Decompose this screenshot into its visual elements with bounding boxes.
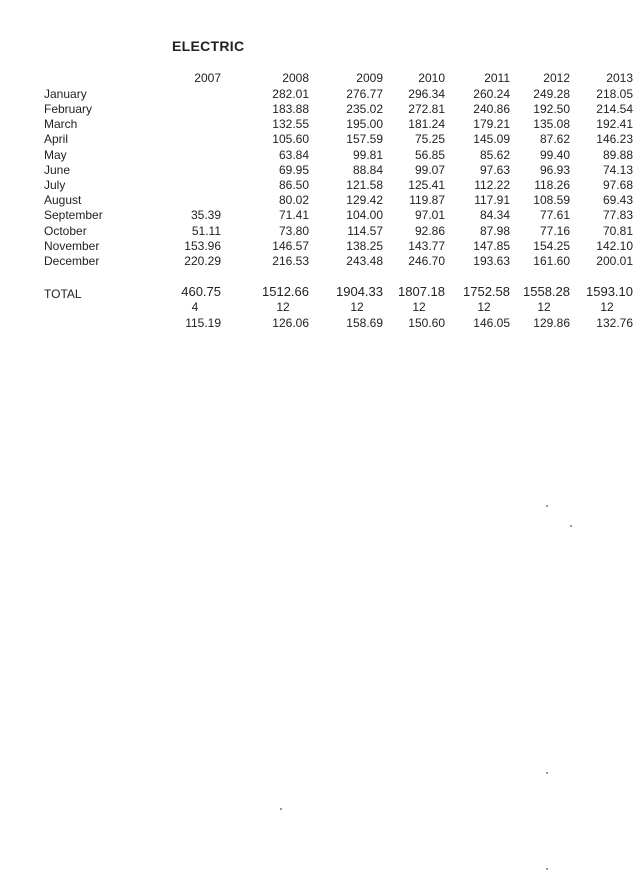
year-header-2013: 2013 [606, 71, 633, 85]
cell-2012-november: 154.25 [533, 239, 570, 253]
cell-2010-october: 92.86 [414, 224, 445, 238]
cell-2012-june: 96.93 [539, 163, 570, 177]
cell-2009-august: 129.42 [346, 193, 383, 207]
total-2013: 1593.10 [586, 284, 633, 299]
year-header-2007: 2007 [194, 71, 221, 85]
cell-2008-december: 216.53 [272, 254, 309, 268]
cell-2011-december: 193.63 [473, 254, 510, 268]
cell-2010-august: 119.87 [409, 193, 445, 207]
cell-2009-january: 276.77 [346, 87, 383, 101]
cell-2012-may: 99.40 [539, 148, 570, 162]
cell-2008-october: 73.80 [278, 224, 309, 238]
cell-2010-september: 97.01 [414, 208, 445, 222]
cell-2013-july: 97.68 [602, 178, 633, 192]
average-2013: 132.76 [596, 316, 633, 330]
cell-2009-april: 157.59 [346, 132, 383, 146]
average-2009: 158.69 [346, 316, 383, 330]
cell-2010-april: 75.25 [414, 132, 445, 146]
total-2009: 1904.33 [336, 284, 383, 299]
scan-speck [570, 525, 572, 527]
month-label-july: July [44, 178, 66, 192]
page-title: ELECTRIC [172, 38, 245, 54]
cell-2013-november: 142.10 [596, 239, 633, 253]
cell-2007-december: 220.29 [184, 254, 221, 268]
cell-2008-november: 146.57 [272, 239, 309, 253]
cell-2012-april: 87.62 [539, 132, 570, 146]
scan-speck [546, 772, 548, 774]
month-label-september: September [44, 208, 103, 222]
cell-2009-november: 138.25 [346, 239, 383, 253]
cell-2008-february: 183.88 [272, 102, 309, 116]
cell-2013-march: 192.41 [596, 117, 633, 131]
month-label-august: August [44, 193, 82, 207]
cell-2007-september: 35.39 [190, 208, 221, 222]
cell-2010-february: 272.81 [408, 102, 445, 116]
total-2011: 1752.58 [463, 284, 510, 299]
cell-2012-december: 161.60 [533, 254, 570, 268]
cell-2010-november: 143.77 [408, 239, 445, 253]
month-count-2008: 12 [276, 300, 290, 314]
cell-2008-june: 69.95 [278, 163, 309, 177]
cell-2010-june: 99.07 [414, 163, 445, 177]
cell-2010-july: 125.41 [408, 178, 445, 192]
total-2012: 1558.28 [523, 284, 570, 299]
month-count-2013: 12 [600, 300, 614, 314]
cell-2011-february: 240.86 [473, 102, 510, 116]
cell-2013-june: 74.13 [602, 163, 633, 177]
year-header-2011: 2011 [484, 71, 510, 85]
month-label-april: April [44, 132, 69, 146]
average-2008: 126.06 [272, 316, 309, 330]
cell-2013-december: 200.01 [596, 254, 633, 268]
month-label-may: May [44, 148, 67, 162]
cell-2012-february: 192.50 [533, 102, 570, 116]
cell-2009-may: 99.81 [352, 148, 383, 162]
cell-2008-may: 63.84 [278, 148, 309, 162]
cell-2010-january: 296.34 [408, 87, 445, 101]
month-label-june: June [44, 163, 71, 177]
month-label-october: October [44, 224, 87, 238]
scan-speck [546, 505, 548, 507]
cell-2013-february: 214.54 [596, 102, 633, 116]
month-label-january: January [44, 87, 87, 101]
cell-2008-january: 282.01 [272, 87, 309, 101]
cell-2013-october: 70.81 [602, 224, 633, 238]
cell-2011-september: 84.34 [479, 208, 510, 222]
scan-speck [546, 868, 548, 870]
cell-2011-january: 260.24 [473, 87, 510, 101]
cell-2013-september: 77.83 [602, 208, 633, 222]
cell-2008-march: 132.55 [272, 117, 309, 131]
month-label-december: December [44, 254, 100, 268]
month-count-2010: 12 [412, 300, 426, 314]
total-label: TOTAL [44, 287, 82, 301]
cell-2009-december: 243.48 [346, 254, 383, 268]
cell-2009-february: 235.02 [346, 102, 383, 116]
cell-2012-september: 77.61 [539, 208, 570, 222]
total-2008: 1512.66 [262, 284, 309, 299]
cell-2013-april: 146.23 [596, 132, 633, 146]
cell-2012-january: 249.28 [533, 87, 570, 101]
year-header-2010: 2010 [418, 71, 445, 85]
cell-2012-march: 135.08 [533, 117, 570, 131]
cell-2012-july: 118.26 [534, 178, 570, 192]
cell-2007-october: 51.11 [191, 224, 221, 238]
cell-2009-october: 114.57 [347, 224, 383, 238]
month-label-february: February [44, 102, 93, 116]
cell-2011-may: 85.62 [479, 148, 510, 162]
month-count-2009: 12 [350, 300, 364, 314]
year-header-2009: 2009 [356, 71, 383, 85]
year-header-2012: 2012 [543, 71, 570, 85]
cell-2013-january: 218.05 [596, 87, 633, 101]
cell-2009-july: 121.58 [346, 178, 383, 192]
cell-2010-may: 56.85 [414, 148, 445, 162]
cell-2009-september: 104.00 [346, 208, 383, 222]
cell-2011-july: 112.22 [474, 178, 510, 192]
cell-2011-june: 97.63 [479, 163, 510, 177]
cell-2010-december: 246.70 [408, 254, 445, 268]
total-2007: 460.75 [181, 284, 221, 299]
cell-2013-may: 89.88 [602, 148, 633, 162]
cell-2012-october: 77.16 [539, 224, 570, 238]
cell-2011-november: 147.85 [473, 239, 510, 253]
average-2010: 150.60 [408, 316, 445, 330]
cell-2011-march: 179.21 [473, 117, 510, 131]
month-count-2011: 12 [477, 300, 491, 314]
month-label-november: November [44, 239, 100, 253]
month-count-2007: 4 [191, 300, 199, 314]
cell-2008-september: 71.41 [278, 208, 309, 222]
total-2010: 1807.18 [398, 284, 445, 299]
year-header-2008: 2008 [282, 71, 309, 85]
average-2011: 146.05 [473, 316, 510, 330]
cell-2010-march: 181.24 [408, 117, 445, 131]
cell-2012-august: 108.59 [533, 193, 570, 207]
scan-speck [280, 808, 282, 810]
month-count-2012: 12 [537, 300, 551, 314]
cell-2009-march: 195.00 [346, 117, 383, 131]
average-2012: 129.86 [533, 316, 570, 330]
cell-2013-august: 69.43 [602, 193, 633, 207]
cell-2009-june: 88.84 [352, 163, 383, 177]
cell-2011-august: 117.91 [474, 193, 510, 207]
cell-2011-october: 87.98 [479, 224, 510, 238]
cell-2008-april: 105.60 [272, 132, 309, 146]
cell-2011-april: 145.09 [473, 132, 510, 146]
average-2007: 115.19 [185, 316, 221, 330]
month-label-march: March [44, 117, 78, 131]
cell-2008-july: 86.50 [278, 178, 309, 192]
cell-2008-august: 80.02 [278, 193, 309, 207]
cell-2007-november: 153.96 [184, 239, 221, 253]
